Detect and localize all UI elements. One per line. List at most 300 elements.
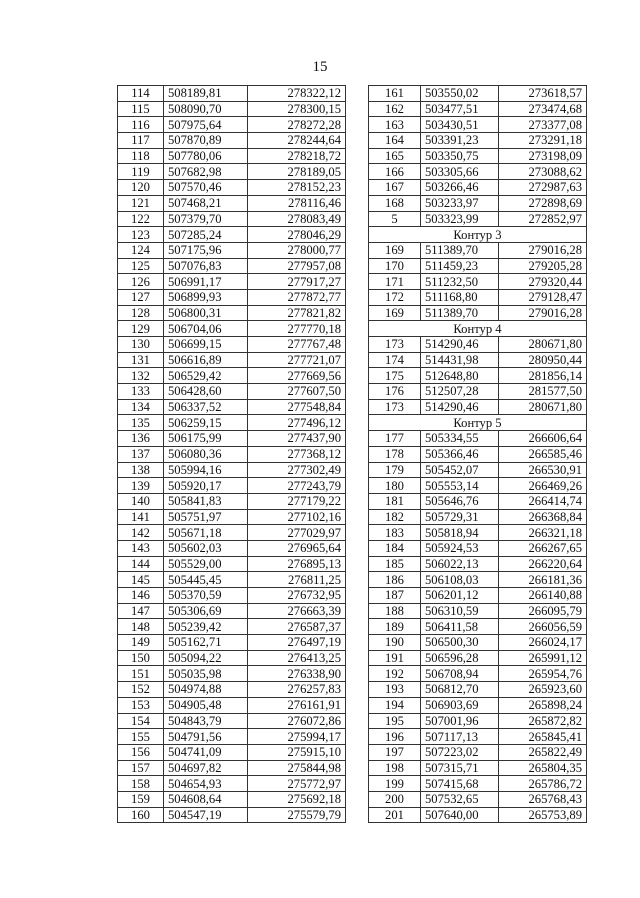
table-row: [369, 509, 587, 525]
table-row: [118, 431, 346, 447]
x-coordinate: 505671,18: [164, 525, 248, 541]
y-coordinate: 277179,22: [248, 493, 346, 509]
table-row: [118, 666, 346, 682]
table-row: [369, 588, 587, 604]
y-coordinate: 272898,69: [499, 195, 587, 211]
point-number: 148: [118, 619, 164, 635]
table-row: [118, 242, 346, 258]
point-number: 199: [369, 776, 421, 792]
y-coordinate: 265804,35: [499, 760, 587, 776]
y-coordinate: 273474,68: [499, 101, 587, 117]
point-number: 184: [369, 540, 421, 556]
x-coordinate: 507468,21: [164, 195, 248, 211]
table-row: [118, 572, 346, 588]
y-coordinate: 266414,74: [499, 493, 587, 509]
table-row: [118, 729, 346, 745]
x-coordinate: 506500,30: [421, 635, 499, 651]
page-number: 15: [312, 59, 328, 75]
x-coordinate: 506108,03: [421, 572, 499, 588]
y-coordinate: 281856,14: [499, 368, 587, 384]
x-coordinate: 506080,36: [164, 446, 248, 462]
y-coordinate: 265845,41: [499, 729, 587, 745]
x-coordinate: 503391,23: [421, 133, 499, 149]
point-number: 156: [118, 744, 164, 760]
table-row: [118, 164, 346, 180]
y-coordinate: 265822,49: [499, 744, 587, 760]
y-coordinate: 278189,05: [248, 164, 346, 180]
table-row: [118, 509, 346, 525]
x-coordinate: 505646,76: [421, 493, 499, 509]
table-row: [369, 619, 587, 635]
point-number: 200: [369, 791, 421, 807]
x-coordinate: 505334,55: [421, 431, 499, 447]
y-coordinate: 277302,49: [248, 462, 346, 478]
table-row: [118, 556, 346, 572]
x-coordinate: 514290,46: [421, 399, 499, 415]
y-coordinate: 273088,62: [499, 164, 587, 180]
point-number: 138: [118, 462, 164, 478]
y-coordinate: 278083,49: [248, 211, 346, 227]
table-row: [118, 321, 346, 337]
table-row: [118, 337, 346, 353]
y-coordinate: 277368,12: [248, 446, 346, 462]
x-coordinate: 506991,17: [164, 274, 248, 290]
y-coordinate: 277437,90: [248, 431, 346, 447]
table-row: [369, 556, 587, 572]
table-row: [118, 133, 346, 149]
table-row: [369, 603, 587, 619]
point-number: 167: [369, 180, 421, 196]
y-coordinate: 276587,37: [248, 619, 346, 635]
contour-heading-row: [369, 227, 587, 243]
point-number: 126: [118, 274, 164, 290]
table-row: [369, 148, 587, 164]
x-coordinate: 507682,98: [164, 164, 248, 180]
table-row: [369, 729, 587, 745]
point-number: 183: [369, 525, 421, 541]
x-coordinate: 512507,28: [421, 384, 499, 400]
x-coordinate: 506899,93: [164, 289, 248, 305]
point-number: 187: [369, 588, 421, 604]
contour-heading: Контур 5: [369, 415, 587, 431]
table-row: [118, 446, 346, 462]
x-coordinate: 506310,59: [421, 603, 499, 619]
y-coordinate: 265991,12: [499, 650, 587, 666]
point-number: 154: [118, 713, 164, 729]
y-coordinate: 276663,39: [248, 603, 346, 619]
contour-heading: Контур 3: [369, 227, 587, 243]
x-coordinate: 504741,09: [164, 744, 248, 760]
y-coordinate: 275692,18: [248, 791, 346, 807]
point-number: 142: [118, 525, 164, 541]
x-coordinate: 512648,80: [421, 368, 499, 384]
point-number: 182: [369, 509, 421, 525]
x-coordinate: 511168,80: [421, 289, 499, 305]
y-coordinate: 277102,16: [248, 509, 346, 525]
x-coordinate: 507379,70: [164, 211, 248, 227]
y-coordinate: 279016,28: [499, 242, 587, 258]
y-coordinate: 265923,60: [499, 682, 587, 698]
point-number: 191: [369, 650, 421, 666]
x-coordinate: 505366,46: [421, 446, 499, 462]
table-row: [118, 540, 346, 556]
table-row: [369, 744, 587, 760]
x-coordinate: 507076,83: [164, 258, 248, 274]
table-row: [118, 603, 346, 619]
point-number: 165: [369, 148, 421, 164]
x-coordinate: 507570,46: [164, 180, 248, 196]
y-coordinate: 280671,80: [499, 337, 587, 353]
table-row: [369, 635, 587, 651]
x-coordinate: 504791,56: [164, 729, 248, 745]
table-row: [369, 164, 587, 180]
point-number: 132: [118, 368, 164, 384]
point-number: 169: [369, 242, 421, 258]
point-number: 158: [118, 776, 164, 792]
point-number: 176: [369, 384, 421, 400]
y-coordinate: 275844,98: [248, 760, 346, 776]
table-row: [369, 352, 587, 368]
x-coordinate: 505035,98: [164, 666, 248, 682]
x-coordinate: 505452,07: [421, 462, 499, 478]
point-number: 130: [118, 337, 164, 353]
x-coordinate: 507175,96: [164, 242, 248, 258]
x-coordinate: 506411,58: [421, 619, 499, 635]
x-coordinate: 508090,70: [164, 101, 248, 117]
point-number: 155: [118, 729, 164, 745]
table-row: [118, 305, 346, 321]
y-coordinate: 276413,25: [248, 650, 346, 666]
table-row: [118, 619, 346, 635]
table-row: [369, 493, 587, 509]
table-row: [369, 242, 587, 258]
y-coordinate: 277607,50: [248, 384, 346, 400]
y-coordinate: 281577,50: [499, 384, 587, 400]
point-number: 124: [118, 242, 164, 258]
x-coordinate: 514431,98: [421, 352, 499, 368]
y-coordinate: 276338,90: [248, 666, 346, 682]
y-coordinate: 277957,08: [248, 258, 346, 274]
y-coordinate: 275772,97: [248, 776, 346, 792]
table-row: [369, 289, 587, 305]
point-number: 169: [369, 305, 421, 321]
y-coordinate: 278300,15: [248, 101, 346, 117]
point-number: 146: [118, 588, 164, 604]
y-coordinate: 273198,09: [499, 148, 587, 164]
x-coordinate: 507975,64: [164, 117, 248, 133]
table-row: [369, 776, 587, 792]
x-coordinate: 505729,31: [421, 509, 499, 525]
point-number: 164: [369, 133, 421, 149]
point-number: 137: [118, 446, 164, 462]
y-coordinate: 278116,46: [248, 195, 346, 211]
table-row: [369, 791, 587, 807]
y-coordinate: 265768,43: [499, 791, 587, 807]
point-number: 149: [118, 635, 164, 651]
point-number: 147: [118, 603, 164, 619]
table-row: [369, 525, 587, 541]
table-row: [369, 399, 587, 415]
table-row: [118, 588, 346, 604]
table-row: [118, 180, 346, 196]
y-coordinate: 277770,18: [248, 321, 346, 337]
x-coordinate: 514290,46: [421, 337, 499, 353]
table-row: [118, 525, 346, 541]
x-coordinate: 507315,71: [421, 760, 499, 776]
y-coordinate: 279320,44: [499, 274, 587, 290]
point-number: 171: [369, 274, 421, 290]
point-number: 5: [369, 211, 421, 227]
y-coordinate: 278152,23: [248, 180, 346, 196]
point-number: 152: [118, 682, 164, 698]
point-number: 141: [118, 509, 164, 525]
x-coordinate: 506201,12: [421, 588, 499, 604]
table-row: [369, 650, 587, 666]
table-row: [118, 86, 346, 102]
point-number: 174: [369, 352, 421, 368]
point-number: 117: [118, 133, 164, 149]
x-coordinate: 507532,65: [421, 791, 499, 807]
x-coordinate: 506699,15: [164, 337, 248, 353]
y-coordinate: 278218,72: [248, 148, 346, 164]
point-number: 180: [369, 478, 421, 494]
y-coordinate: 266368,84: [499, 509, 587, 525]
y-coordinate: 272987,63: [499, 180, 587, 196]
point-number: 133: [118, 384, 164, 400]
y-coordinate: 280671,80: [499, 399, 587, 415]
x-coordinate: 505370,59: [164, 588, 248, 604]
point-number: 194: [369, 697, 421, 713]
point-number: 143: [118, 540, 164, 556]
x-coordinate: 503350,75: [421, 148, 499, 164]
y-coordinate: 279128,47: [499, 289, 587, 305]
point-number: 131: [118, 352, 164, 368]
point-number: 168: [369, 195, 421, 211]
y-coordinate: 265954,76: [499, 666, 587, 682]
point-number: 151: [118, 666, 164, 682]
x-coordinate: 505924,53: [421, 540, 499, 556]
table-row: [118, 744, 346, 760]
point-number: 173: [369, 399, 421, 415]
x-coordinate: 506259,15: [164, 415, 248, 431]
point-number: 140: [118, 493, 164, 509]
x-coordinate: 504974,88: [164, 682, 248, 698]
point-number: 197: [369, 744, 421, 760]
x-coordinate: 503323,99: [421, 211, 499, 227]
table-row: [118, 807, 346, 823]
point-number: 123: [118, 227, 164, 243]
y-coordinate: 277669,56: [248, 368, 346, 384]
point-number: 134: [118, 399, 164, 415]
point-number: 145: [118, 572, 164, 588]
contour-heading: Контур 4: [369, 321, 587, 337]
x-coordinate: 505162,71: [164, 635, 248, 651]
table-row: [369, 305, 587, 321]
x-coordinate: 505239,42: [164, 619, 248, 635]
x-coordinate: 511459,23: [421, 258, 499, 274]
table-row: [369, 478, 587, 494]
x-coordinate: 511389,70: [421, 305, 499, 321]
table-row: [369, 337, 587, 353]
table-row: [369, 86, 587, 102]
point-number: 116: [118, 117, 164, 133]
table-row: [118, 415, 346, 431]
x-coordinate: 505529,00: [164, 556, 248, 572]
table-row: [369, 760, 587, 776]
x-coordinate: 506175,99: [164, 431, 248, 447]
y-coordinate: 277029,97: [248, 525, 346, 541]
point-number: 175: [369, 368, 421, 384]
x-coordinate: 508189,81: [164, 86, 248, 102]
table-row: [118, 478, 346, 494]
x-coordinate: 506022,13: [421, 556, 499, 572]
y-coordinate: 265898,24: [499, 697, 587, 713]
x-coordinate: 503430,51: [421, 117, 499, 133]
table-row: [118, 258, 346, 274]
table-row: [369, 572, 587, 588]
point-number: 189: [369, 619, 421, 635]
table-row: [118, 368, 346, 384]
x-coordinate: 504843,79: [164, 713, 248, 729]
coordinates-table-right: [368, 85, 587, 823]
point-number: 159: [118, 791, 164, 807]
x-coordinate: 507001,96: [421, 713, 499, 729]
point-number: 163: [369, 117, 421, 133]
x-coordinate: 505553,14: [421, 478, 499, 494]
table-row: [369, 117, 587, 133]
x-coordinate: 507780,06: [164, 148, 248, 164]
point-number: 186: [369, 572, 421, 588]
table-row: [369, 180, 587, 196]
y-coordinate: 266530,91: [499, 462, 587, 478]
x-coordinate: 506708,94: [421, 666, 499, 682]
table-row: [369, 431, 587, 447]
x-coordinate: 505920,17: [164, 478, 248, 494]
x-coordinate: 505841,83: [164, 493, 248, 509]
x-coordinate: 505602,03: [164, 540, 248, 556]
y-coordinate: 277917,27: [248, 274, 346, 290]
x-coordinate: 503550,02: [421, 86, 499, 102]
y-coordinate: 278000,77: [248, 242, 346, 258]
point-number: 173: [369, 337, 421, 353]
point-number: 172: [369, 289, 421, 305]
x-coordinate: 506616,89: [164, 352, 248, 368]
x-coordinate: 505994,16: [164, 462, 248, 478]
table-row: [369, 195, 587, 211]
point-number: 118: [118, 148, 164, 164]
point-number: 201: [369, 807, 421, 823]
x-coordinate: 504608,64: [164, 791, 248, 807]
point-number: 120: [118, 180, 164, 196]
point-number: 188: [369, 603, 421, 619]
y-coordinate: 266140,88: [499, 588, 587, 604]
y-coordinate: 266095,79: [499, 603, 587, 619]
x-coordinate: 507870,89: [164, 133, 248, 149]
x-coordinate: 503477,51: [421, 101, 499, 117]
point-number: 160: [118, 807, 164, 823]
x-coordinate: 505306,69: [164, 603, 248, 619]
x-coordinate: 506800,31: [164, 305, 248, 321]
table-row: [118, 289, 346, 305]
point-number: 196: [369, 729, 421, 745]
point-number: 128: [118, 305, 164, 321]
y-coordinate: 280950,44: [499, 352, 587, 368]
x-coordinate: 506704,06: [164, 321, 248, 337]
x-coordinate: 505818,94: [421, 525, 499, 541]
x-coordinate: 504654,93: [164, 776, 248, 792]
contour-heading-row: [369, 321, 587, 337]
y-coordinate: 266267,65: [499, 540, 587, 556]
x-coordinate: 505445,45: [164, 572, 248, 588]
table-row: [118, 776, 346, 792]
table-row: [118, 195, 346, 211]
x-coordinate: 507640,00: [421, 807, 499, 823]
table-row: [369, 682, 587, 698]
x-coordinate: 507223,02: [421, 744, 499, 760]
x-coordinate: 505751,97: [164, 509, 248, 525]
y-coordinate: 278244,64: [248, 133, 346, 149]
table-row: [369, 101, 587, 117]
y-coordinate: 276732,95: [248, 588, 346, 604]
point-number: 193: [369, 682, 421, 698]
y-coordinate: 277721,07: [248, 352, 346, 368]
point-number: 181: [369, 493, 421, 509]
y-coordinate: 272852,97: [499, 211, 587, 227]
y-coordinate: 265786,72: [499, 776, 587, 792]
point-number: 166: [369, 164, 421, 180]
y-coordinate: 278272,28: [248, 117, 346, 133]
table-row: [369, 274, 587, 290]
x-coordinate: 506903,69: [421, 697, 499, 713]
table-row: [118, 227, 346, 243]
x-coordinate: 511232,50: [421, 274, 499, 290]
y-coordinate: 265753,89: [499, 807, 587, 823]
point-number: 195: [369, 713, 421, 729]
table-row: [118, 760, 346, 776]
x-coordinate: 504547,19: [164, 807, 248, 823]
x-coordinate: 511389,70: [421, 242, 499, 258]
x-coordinate: 504905,48: [164, 697, 248, 713]
y-coordinate: 276965,64: [248, 540, 346, 556]
x-coordinate: 507285,24: [164, 227, 248, 243]
point-number: 157: [118, 760, 164, 776]
x-coordinate: 503266,46: [421, 180, 499, 196]
point-number: 150: [118, 650, 164, 666]
x-coordinate: 503233,97: [421, 195, 499, 211]
point-number: 177: [369, 431, 421, 447]
table-row: [118, 399, 346, 415]
point-number: 115: [118, 101, 164, 117]
x-coordinate: 503305,66: [421, 164, 499, 180]
point-number: 185: [369, 556, 421, 572]
point-number: 179: [369, 462, 421, 478]
table-row: [369, 446, 587, 462]
point-number: 161: [369, 86, 421, 102]
table-row: [118, 682, 346, 698]
table-row: [118, 650, 346, 666]
coordinates-table-left: [117, 85, 346, 823]
x-coordinate: 506529,42: [164, 368, 248, 384]
y-coordinate: 275994,17: [248, 729, 346, 745]
y-coordinate: 266585,46: [499, 446, 587, 462]
point-number: 122: [118, 211, 164, 227]
x-coordinate: 504697,82: [164, 760, 248, 776]
y-coordinate: 266469,26: [499, 478, 587, 494]
x-coordinate: 505094,22: [164, 650, 248, 666]
table-row: [369, 807, 587, 823]
table-row: [118, 274, 346, 290]
point-number: 190: [369, 635, 421, 651]
